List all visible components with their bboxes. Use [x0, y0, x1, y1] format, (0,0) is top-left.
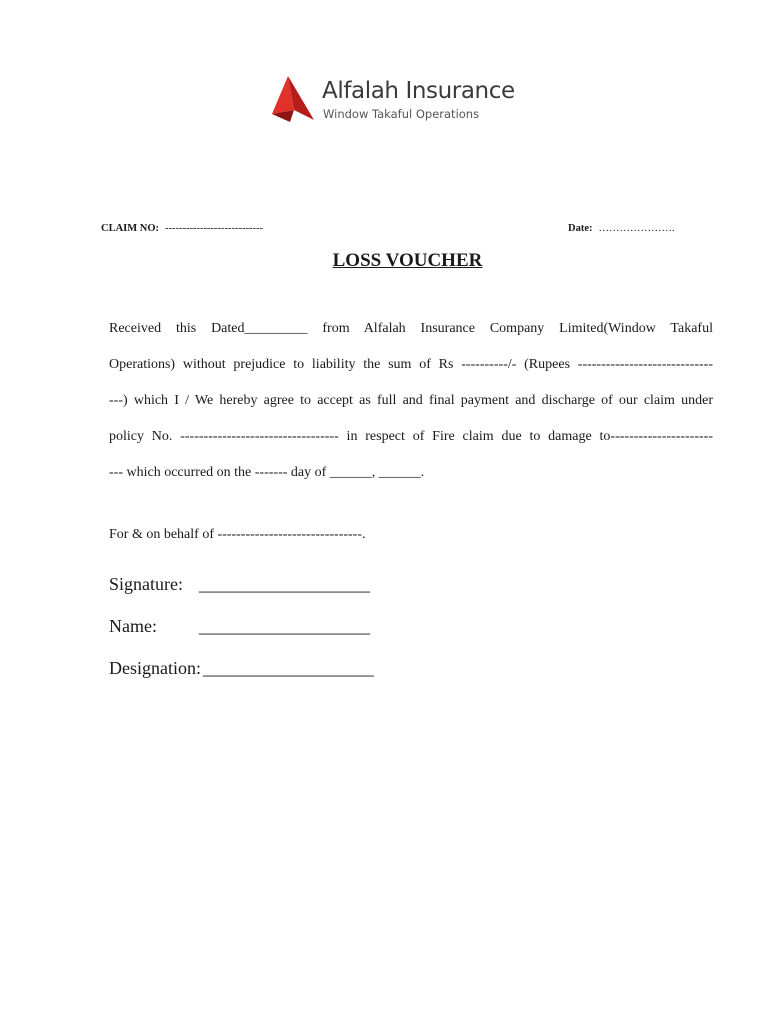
- date-value-field[interactable]: ………………….: [598, 223, 675, 234]
- body-line-3: ---) which I / We hereby agree to accept as full and final payment and discharge of our claim under: [109, 393, 713, 408]
- claim-value-field[interactable]: ----------------------------: [165, 223, 263, 234]
- claim-number: [101, 223, 263, 234]
- name-row: [109, 616, 370, 637]
- designation-row: [109, 658, 374, 679]
- designation-field[interactable]: ___________________: [203, 658, 374, 678]
- date-field: [568, 223, 675, 234]
- name-field[interactable]: ___________________: [199, 616, 370, 636]
- claim-label: CLAIM NO:: [101, 223, 160, 234]
- signature-label: Signature:: [109, 574, 183, 594]
- body-line-2: Operations) without prejudice to liability the sum of Rs ----------/- (Rupees -----------------------------: [109, 357, 713, 372]
- body-line-1: Received this Dated_________ from Alfalah Insurance Company Limited(Window Takaful: [109, 321, 713, 336]
- on-behalf-line: For & on behalf of -------------------------------.: [109, 527, 366, 542]
- company-logo: [270, 74, 515, 126]
- body-line-5: --- which occurred on the ------- day of ______, ______.: [109, 465, 425, 480]
- body-line-4: policy No. ---------------------------------- in respect of Fire claim due to damage to----------------------: [109, 429, 713, 444]
- date-label: Date:: [568, 223, 593, 234]
- logo-name: Alfalah Insurance: [322, 78, 515, 104]
- signature-row: [109, 574, 370, 595]
- alfalah-logo-icon: [270, 74, 318, 124]
- designation-label: Designation:: [109, 658, 201, 678]
- signature-field[interactable]: ___________________: [199, 574, 370, 594]
- name-label: Name:: [109, 616, 157, 636]
- logo-subtitle: Window Takaful Operations: [323, 107, 480, 121]
- document-title: LOSS VOUCHER: [332, 250, 483, 271]
